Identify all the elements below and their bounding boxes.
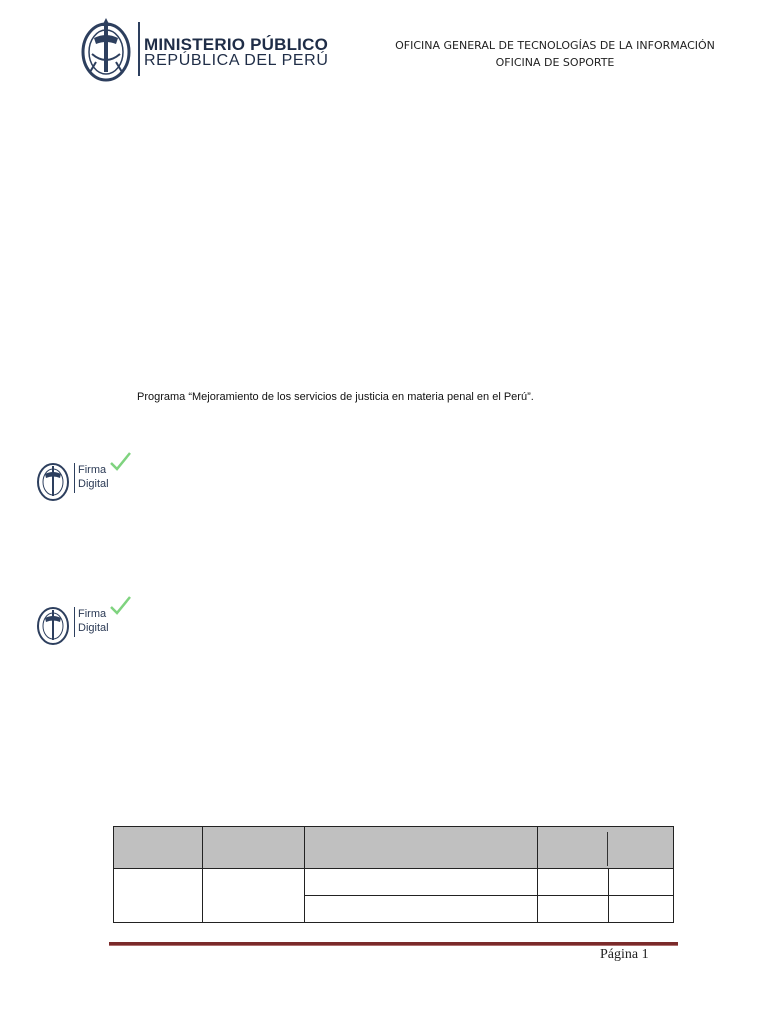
stamp-divider xyxy=(74,463,75,493)
program-text: Programa “Mejoramiento de los servicios de justicia en materia penal en el Perú”. xyxy=(137,391,534,403)
logo-subtitle: REPÚBLICA DEL PERÚ xyxy=(144,52,329,69)
table-cell xyxy=(305,896,538,923)
seal-icon xyxy=(80,14,132,82)
stamp-text xyxy=(78,607,109,635)
table-header-cell xyxy=(305,827,538,869)
table-header-cell xyxy=(203,827,305,869)
ministerio-publico-logo xyxy=(80,14,329,84)
footer-rule-shadow xyxy=(109,945,678,946)
stamp-line-2: Digital xyxy=(78,622,109,634)
table-row xyxy=(114,869,674,896)
revision-table xyxy=(113,826,674,923)
table-cell xyxy=(114,869,203,923)
stamp-text xyxy=(78,463,109,491)
check-icon xyxy=(108,451,132,473)
table-cell xyxy=(203,869,305,923)
check-icon xyxy=(108,595,132,617)
office-header xyxy=(360,37,750,71)
table-cell xyxy=(538,896,609,923)
page-number: Página 1 xyxy=(600,947,649,962)
table-cell xyxy=(609,869,674,896)
stamp-line-2: Digital xyxy=(78,478,109,490)
stamp-line-1: Firma xyxy=(78,464,107,476)
table-header-cell xyxy=(538,827,674,869)
table-cell xyxy=(538,869,609,896)
office-line-1: OFICINA GENERAL DE TECNOLOGÍAS DE LA INFORMACIÓN xyxy=(395,39,715,52)
logo-divider xyxy=(138,22,140,76)
stamp-divider xyxy=(74,607,75,637)
seal-icon xyxy=(36,602,70,646)
digital-signature-stamp xyxy=(36,455,136,505)
table-cell xyxy=(609,896,674,923)
seal-icon xyxy=(36,458,70,502)
digital-signature-stamp xyxy=(36,599,136,649)
logo-title: MINISTERIO PÚBLICO xyxy=(144,35,328,54)
table-header-cell xyxy=(114,827,203,869)
office-line-2: OFICINA DE SOPORTE xyxy=(495,56,615,69)
table-header-row xyxy=(114,827,674,869)
table-header-divider xyxy=(607,832,608,866)
stamp-line-1: Firma xyxy=(78,608,107,620)
table-cell xyxy=(305,869,538,896)
